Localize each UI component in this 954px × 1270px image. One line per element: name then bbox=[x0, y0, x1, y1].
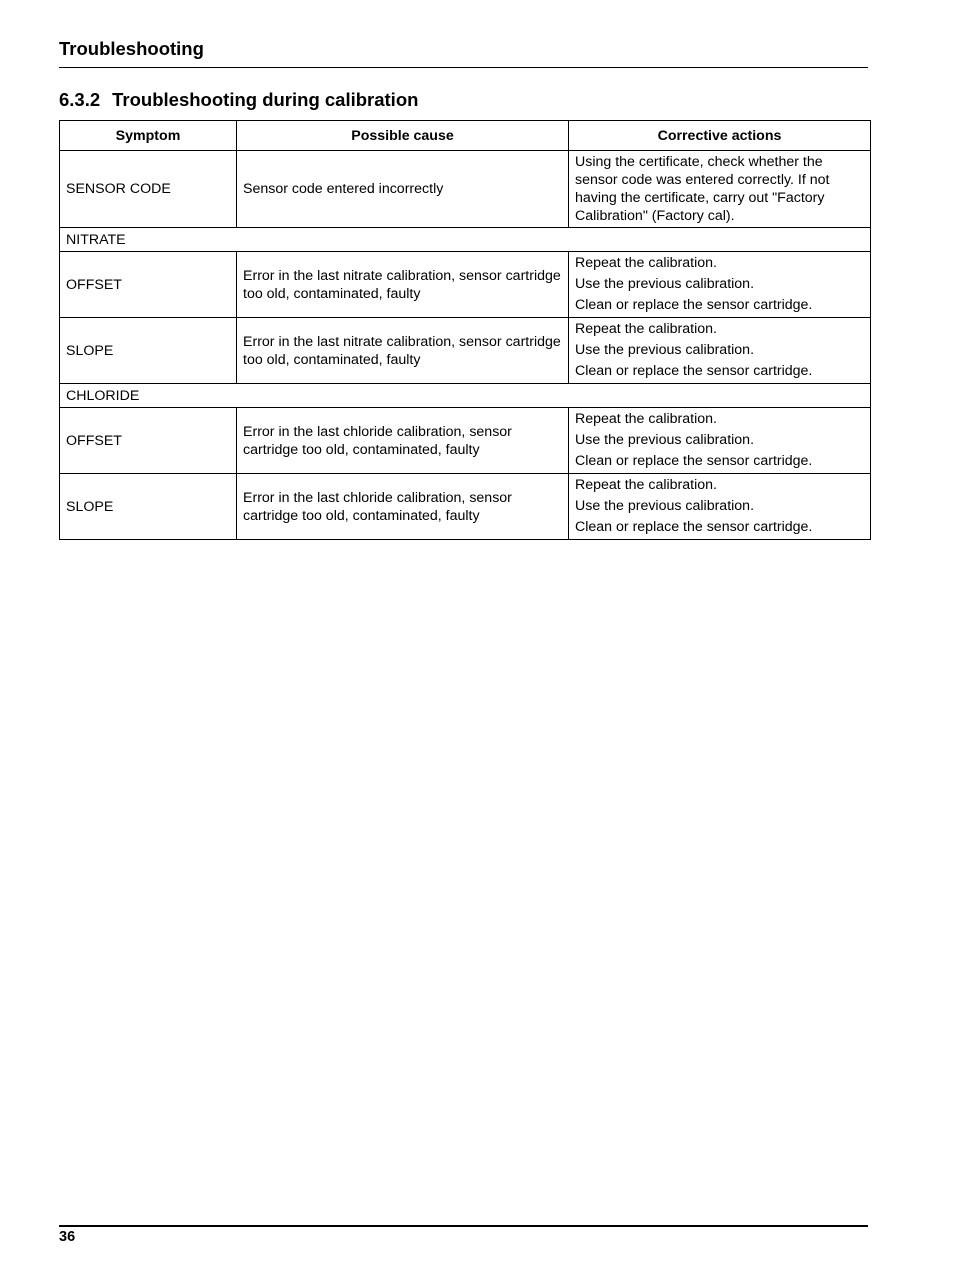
page-number: 36 bbox=[59, 1229, 76, 1245]
cause-cell: Error in the last nitrate calibration, sensor cartridge too old, contaminated, faulty bbox=[237, 252, 569, 318]
header-corrective-actions: Corrective actions bbox=[569, 121, 871, 151]
cause-cell: Error in the last chloride calibration, sensor cartridge too old, contaminated, faulty bbox=[237, 474, 569, 540]
group-label: NITRATE bbox=[60, 228, 871, 252]
action-item: Repeat the calibration. bbox=[575, 411, 717, 427]
action-item: Clean or replace the sensor cartridge. bbox=[575, 519, 813, 535]
actions-cell: Using the certificate, check whether the sensor code was entered correctly. If not having the certificate, carry out "Factory Calibration" (Factory cal). bbox=[569, 151, 871, 228]
group-row bbox=[60, 384, 871, 408]
action-item: Use the previous calibration. bbox=[575, 498, 755, 514]
action-item: Repeat the calibration. bbox=[575, 321, 717, 337]
section-heading bbox=[59, 89, 418, 111]
actions-cell bbox=[569, 408, 871, 474]
action-item: Use the previous calibration. bbox=[575, 342, 755, 358]
cause-cell: Sensor code entered incorrectly bbox=[237, 151, 569, 228]
section-title: Troubleshooting during calibration bbox=[112, 89, 419, 110]
action-item: Use the previous calibration. bbox=[575, 276, 755, 292]
table-row bbox=[60, 474, 871, 540]
actions-cell bbox=[569, 318, 871, 384]
table-row bbox=[60, 318, 871, 384]
chapter-title: Troubleshooting bbox=[59, 38, 204, 59]
symptom-cell: SLOPE bbox=[60, 474, 237, 540]
actions-cell bbox=[569, 252, 871, 318]
action-item: Clean or replace the sensor cartridge. bbox=[575, 453, 813, 469]
symptom-cell: OFFSET bbox=[60, 252, 237, 318]
cause-cell: Error in the last nitrate calibration, sensor cartridge too old, contaminated, faulty bbox=[237, 318, 569, 384]
troubleshooting-table bbox=[59, 120, 871, 540]
header-possible-cause: Possible cause bbox=[237, 121, 569, 151]
section-number: 6.3.2 bbox=[59, 89, 101, 110]
table-row bbox=[60, 252, 871, 318]
table-row bbox=[60, 408, 871, 474]
actions-cell bbox=[569, 474, 871, 540]
action-item: Repeat the calibration. bbox=[575, 255, 717, 271]
symptom-cell: SENSOR CODE bbox=[60, 151, 237, 228]
group-label: CHLORIDE bbox=[60, 384, 871, 408]
header-symptom: Symptom bbox=[60, 121, 237, 151]
action-item: Repeat the calibration. bbox=[575, 477, 717, 493]
group-row bbox=[60, 228, 871, 252]
table-row bbox=[60, 151, 871, 228]
table-header-row bbox=[60, 121, 871, 151]
action-item: Clean or replace the sensor cartridge. bbox=[575, 297, 813, 313]
cause-cell: Error in the last chloride calibration, sensor cartridge too old, contaminated, faulty bbox=[237, 408, 569, 474]
action-item: Clean or replace the sensor cartridge. bbox=[575, 363, 813, 379]
footer-divider bbox=[59, 1225, 868, 1227]
action-item: Use the previous calibration. bbox=[575, 432, 755, 448]
symptom-cell: OFFSET bbox=[60, 408, 237, 474]
header-divider bbox=[59, 67, 868, 68]
symptom-cell: SLOPE bbox=[60, 318, 237, 384]
